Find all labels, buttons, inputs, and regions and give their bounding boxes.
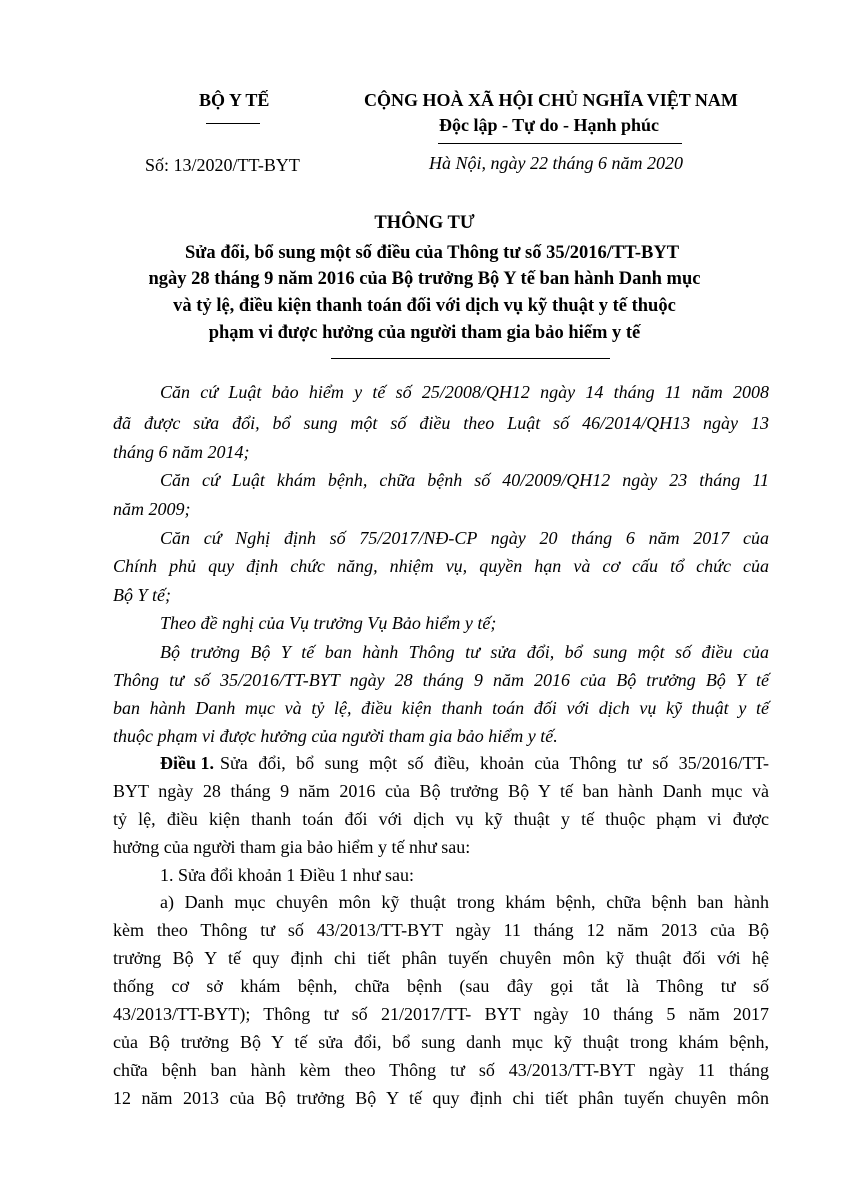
article-1-heading-line [160, 753, 769, 774]
article-item-1: 1. Sửa đổi khoản 1 Điều 1 như sau: [160, 865, 414, 885]
nation-name: CỘNG HOÀ XÃ HỘI CHỦ NGHĨA VIỆT NAM [364, 90, 738, 110]
article-line: tỷ lệ, điều kiện thanh toán đối với dịch vụ kỹ thuật y tế thuộc phạm vi được [113, 809, 769, 829]
preamble-line: tháng 6 năm 2014; [113, 442, 250, 462]
preamble-line: Căn cứ Luật bảo hiểm y tế số 25/2008/QH12 ngày 14 tháng 11 năm 2008 [160, 382, 769, 402]
article-1-label: Điều 1. [160, 753, 214, 773]
preamble-line: năm 2009; [113, 499, 191, 519]
article-line: 12 năm 2013 của Bộ trưởng Bộ Y tế quy định chi tiết phân tuyến chuyên môn [113, 1088, 769, 1108]
article-line: 43/2013/TT-BYT); Thông tư số 21/2017/TT- BYT ngày 10 tháng 5 năm 2017 [113, 1004, 769, 1024]
preamble-line: Bộ trưởng Bộ Y tế ban hành Thông tư sửa đổi, bổ sung một số điều của [160, 642, 769, 662]
document-number: Số: 13/2020/TT-BYT [145, 155, 300, 175]
place-date: Hà Nội, ngày 22 tháng 6 năm 2020 [429, 153, 683, 173]
article-line: a) Danh mục chuyên môn kỹ thuật trong khám bệnh, chữa bệnh ban hành [160, 892, 769, 912]
article-line: BYT ngày 28 tháng 9 năm 2016 của Bộ trưởng Bộ Y tế ban hành Danh mục và [113, 781, 769, 801]
motto-underline [438, 143, 682, 144]
agency-name: BỘ Y TẾ [199, 90, 270, 110]
preamble-line: Bộ Y tế; [113, 585, 171, 605]
title-separator [331, 358, 610, 359]
preamble-line: đã được sửa đổi, bổ sung một số điều theo Luật số 46/2014/QH13 ngày 13 [113, 413, 769, 433]
article-line: của Bộ trưởng Bộ Y tế sửa đổi, bổ sung danh mục kỹ thuật trong khám bệnh, [113, 1032, 769, 1052]
title-line: ngày 28 tháng 9 năm 2016 của Bộ trưởng Bộ Y tế ban hành Danh mục [148, 269, 701, 289]
article-line: hưởng của người tham gia bảo hiểm y tế như sau: [113, 837, 471, 857]
title-line: phạm vi được hưởng của người tham gia bảo hiểm y tế [208, 323, 641, 343]
article-line: trưởng Bộ Y tế quy định chi tiết phân tuyến chuyên môn kỹ thuật đối với hệ [113, 948, 769, 968]
preamble-line: Căn cứ Nghị định số 75/2017/NĐ-CP ngày 20 tháng 6 năm 2017 của [160, 528, 769, 548]
title-line: và tỷ lệ, điều kiện thanh toán đối với dịch vụ kỹ thuật y tế thuộc [173, 296, 676, 316]
preamble-line: Theo đề nghị của Vụ trưởng Vụ Bảo hiểm y tế; [160, 613, 497, 633]
nation-motto: Độc lập - Tự do - Hạnh phúc [439, 115, 660, 135]
preamble-line: thuộc phạm vi được hưởng của người tham gia bảo hiểm y tế. [113, 726, 558, 746]
article-line: thống cơ sở khám bệnh, chữa bệnh (sau đây gọi tắt là Thông tư số [113, 976, 769, 996]
preamble-line: Căn cứ Luật khám bệnh, chữa bệnh số 40/2009/QH12 ngày 23 tháng 11 [160, 470, 769, 490]
preamble-line: ban hành Danh mục và tỷ lệ, điều kiện thanh toán đối với dịch vụ kỹ thuật y tế [113, 698, 769, 718]
preamble-line: Chính phủ quy định chức năng, nhiệm vụ, quyền hạn và cơ cấu tổ chức của [113, 556, 769, 576]
document-type: THÔNG TƯ [374, 213, 475, 233]
preamble-line: Thông tư số 35/2016/TT-BYT ngày 28 tháng 9 năm 2016 của Bộ trưởng Bộ Y tế [113, 670, 769, 690]
article-line: chữa bệnh ban hành kèm theo Thông tư số 43/2013/TT-BYT ngày 11 tháng [113, 1060, 769, 1080]
agency-underline [206, 123, 260, 124]
article-1-first-line: Sửa đổi, bổ sung một số điều, khoản của Thông tư số 35/2016/TT- [220, 753, 769, 773]
article-line: kèm theo Thông tư số 43/2013/TT-BYT ngày 11 tháng 12 năm 2013 của Bộ [113, 920, 769, 940]
title-line: Sửa đổi, bổ sung một số điều của Thông tư số 35/2016/TT-BYT [185, 243, 680, 263]
